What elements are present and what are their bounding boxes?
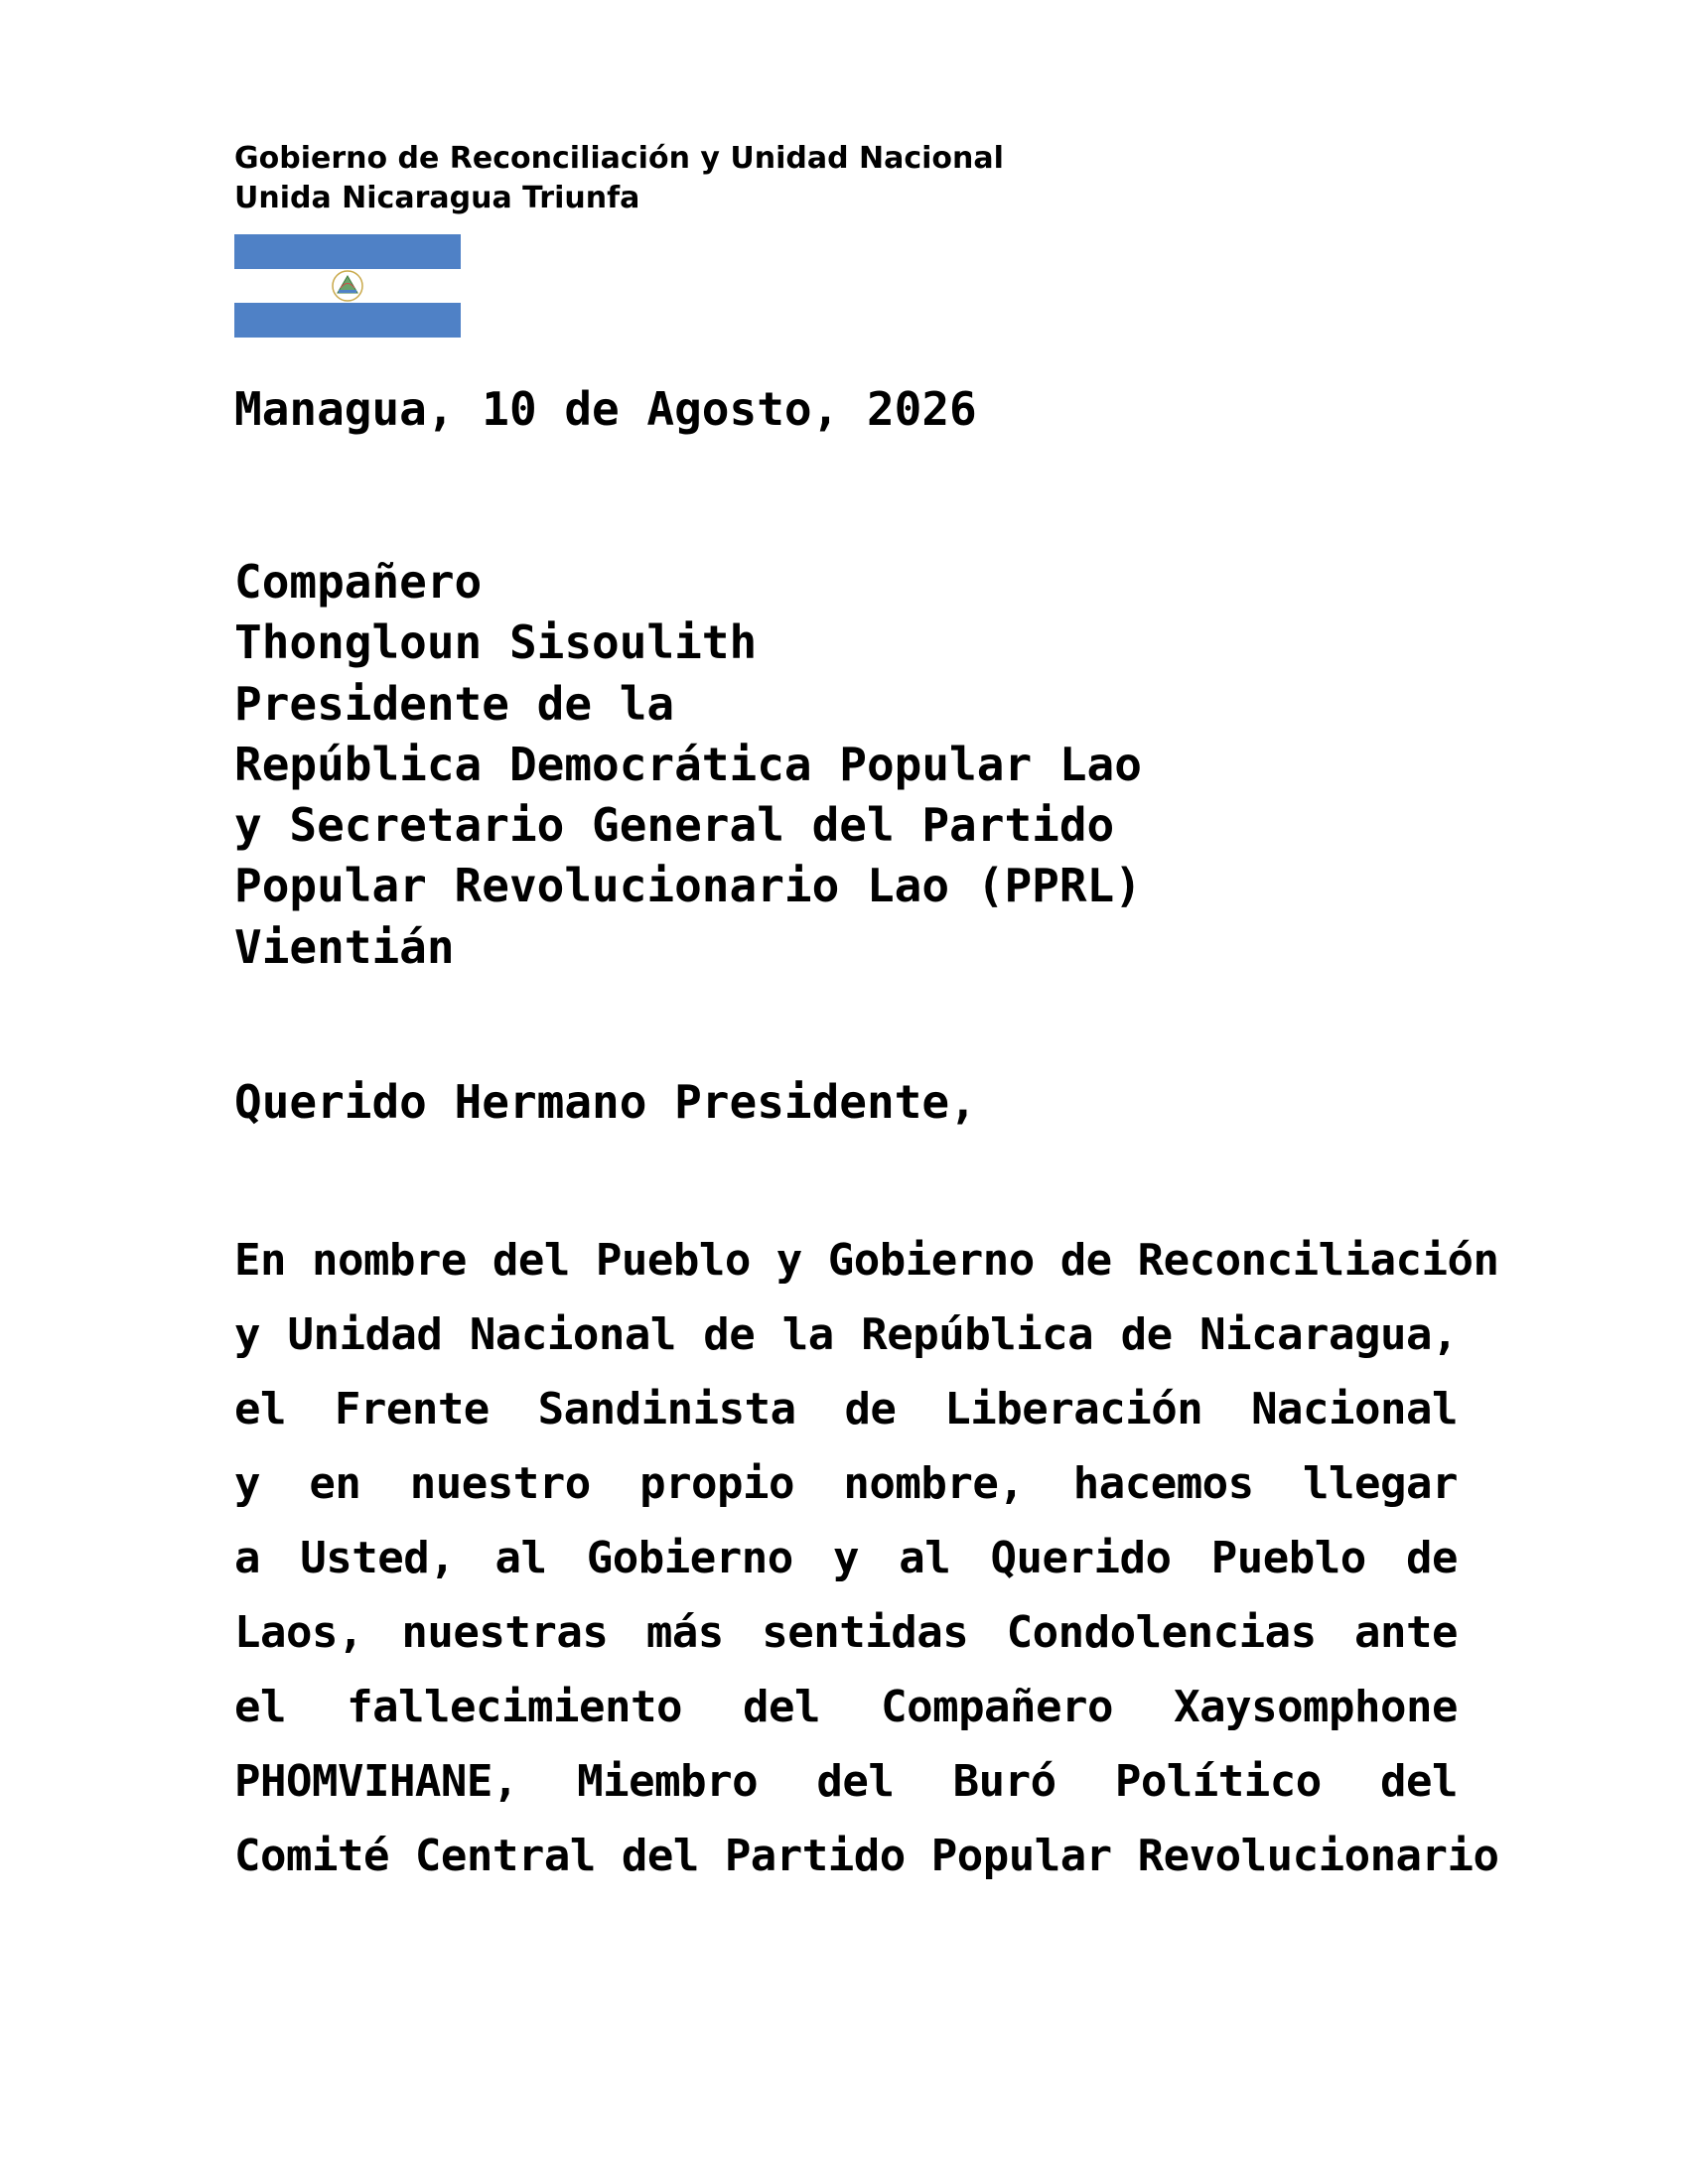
body-paragraph (234, 1231, 1499, 1901)
recipient-line: y Secretario General del Partido (234, 798, 1115, 853)
body-line: En nombre del Pueblo y Gobierno de Reconciliación (234, 1235, 1499, 1286)
recipient-address (234, 552, 1142, 978)
salutation: Querido Hermano Presidente, (234, 1075, 977, 1129)
recipient-line: Thongloun Sisoulith (234, 615, 758, 670)
body-line: PHOMVIHANE, Miembro del Buró Político del (234, 1756, 1458, 1807)
nicaragua-flag (234, 234, 461, 338)
body-line: el Frente Sandinista de Liberación Nacional (234, 1384, 1458, 1434)
flag-stripe-top (234, 234, 461, 269)
letter-date: Managua, 10 de Agosto, 2026 (234, 382, 977, 436)
body-line: Laos, nuestras más sentidas Condolencias ante (234, 1607, 1458, 1658)
recipient-line: Presidente de la (234, 676, 675, 731)
flag-stripe-bottom (234, 303, 461, 338)
letterhead-government-name: Gobierno de Reconciliación y Unidad Nacional (234, 141, 1004, 176)
recipient-line: Popular Revolucionario Lao (PPRL) (234, 859, 1142, 913)
body-line: y Unidad Nacional de la República de Nicaragua, (234, 1309, 1458, 1360)
body-line: el fallecimiento del Compañero Xaysomphone (234, 1682, 1458, 1732)
letterhead (234, 139, 1004, 218)
recipient-line: República Democrática Popular Lao (234, 737, 1142, 791)
body-line: y en nuestro propio nombre, hacemos llegar (234, 1458, 1458, 1509)
body-line: Comité Central del Partido Popular Revolucionario (234, 1831, 1499, 1881)
recipient-line: Vientián (234, 919, 455, 974)
body-line: a Usted, al Gobierno y al Querido Pueblo de (234, 1533, 1458, 1583)
letterhead-slogan: Unida Nicaragua Triunfa (234, 181, 640, 215)
recipient-line: Compañero (234, 555, 483, 609)
nicaragua-coat-of-arms-icon (327, 269, 368, 303)
